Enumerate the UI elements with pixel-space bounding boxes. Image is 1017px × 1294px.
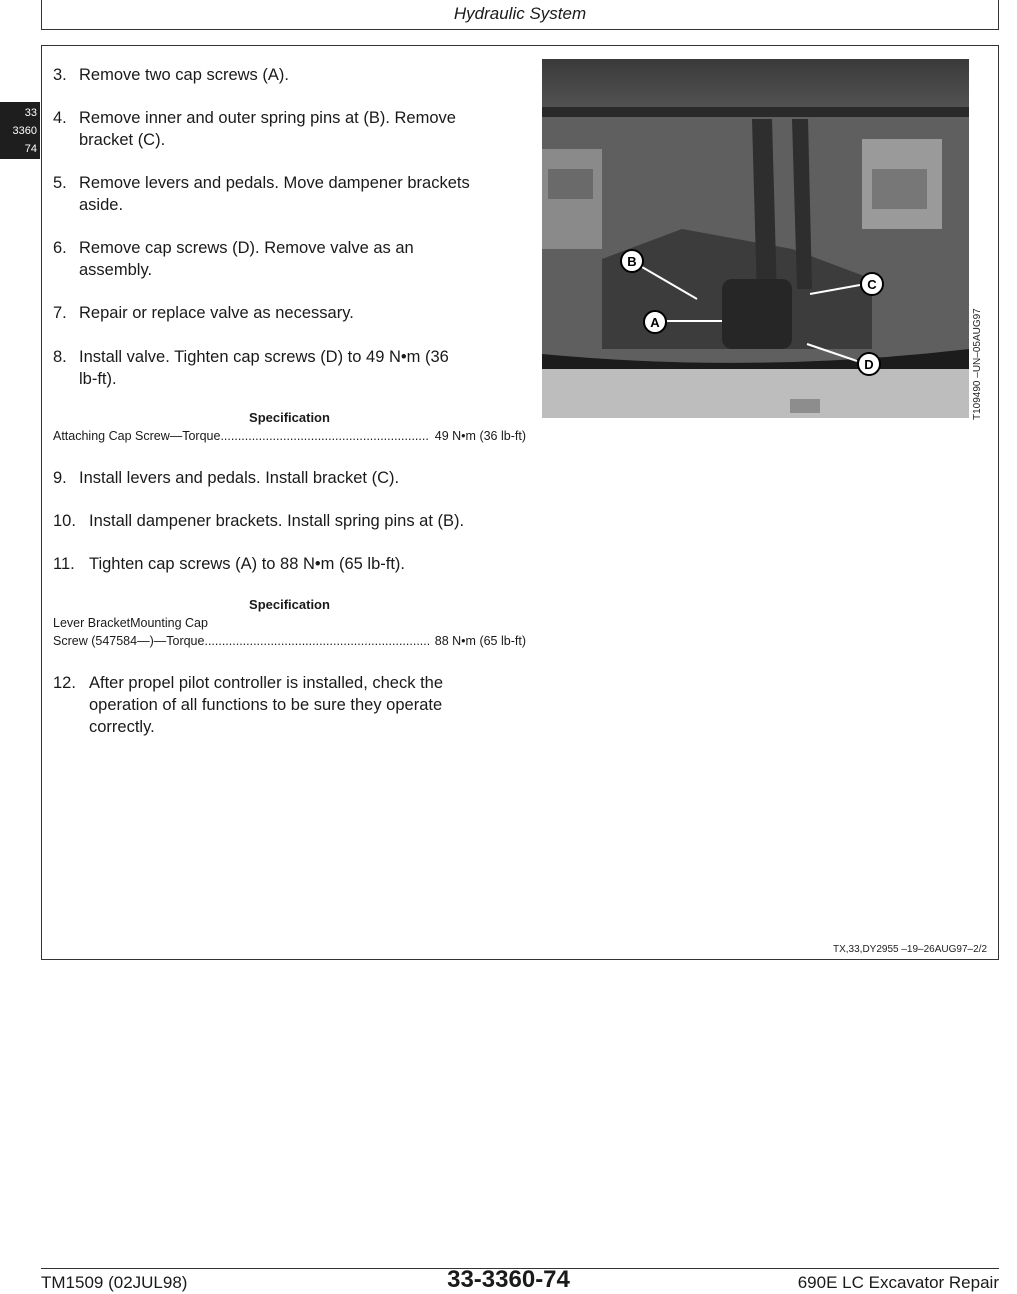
step-text: assembly. (79, 261, 153, 279)
spec-value: 49 N•m (36 lb-ft) (434, 429, 526, 443)
step-text: Install valve. Tighten cap screws (D) to 49 N•m (36 (79, 348, 449, 366)
header-title: Hydraulic System (453, 4, 587, 23)
spec-value: 88 N•m (65 lb-ft) (434, 634, 526, 648)
section-tab-line1: 33 (24, 107, 37, 119)
step-text: Remove cap screws (D). Remove valve as an (79, 239, 414, 257)
valve-photo (542, 59, 969, 418)
step-number: 12. (53, 674, 76, 692)
footer-page-number: 33-3360-74 (447, 1266, 570, 1293)
specification-1 (53, 409, 526, 445)
step-text: lb-ft). (79, 370, 117, 388)
callout-d (858, 353, 880, 375)
step-text: Remove inner and outer spring pins at (B). Remove (79, 109, 456, 127)
spec-label-line: Lever BracketMounting Cap (53, 616, 208, 630)
photo-id-text: T109490 –UN–05AUG97 (972, 308, 983, 420)
spec-leader (204, 632, 428, 650)
step-number: 8. (53, 348, 67, 366)
step-number: 3. (53, 66, 67, 84)
step-number: 11. (53, 555, 75, 573)
callout-c (861, 273, 883, 295)
step-text: bracket (C). (79, 131, 166, 149)
running-header (41, 0, 999, 30)
step-text: Install dampener brackets. Install spring pins at (B). (89, 512, 465, 530)
step-3 (53, 64, 523, 86)
section-tab-line2: 3360 (12, 125, 37, 137)
reference-code: TX,33,DY2955 –19–26AUG97–2/2 (833, 944, 987, 955)
step-9 (53, 467, 523, 489)
step-number: 4. (53, 109, 67, 127)
callout-label: D (864, 357, 874, 372)
step-number: 5. (53, 174, 67, 192)
step-7 (53, 302, 523, 324)
step-text: aside. (79, 196, 124, 214)
step-text: Remove two cap screws (A). (79, 66, 289, 84)
step-5 (53, 172, 523, 216)
callout-label: A (650, 315, 660, 330)
step-text: After propel pilot controller is installed, check the (89, 674, 444, 692)
spec-heading: Specification (249, 597, 330, 612)
section-tab (0, 102, 40, 159)
callout-label: B (627, 254, 637, 269)
spec-row (53, 632, 526, 650)
section-tab-line3: 74 (24, 143, 37, 155)
step-number: 7. (53, 304, 67, 322)
callout-a (644, 311, 666, 333)
footer-machine-title: 690E LC Excavator Repair (797, 1273, 999, 1292)
step-8 (53, 346, 523, 390)
spec-row (53, 427, 526, 445)
spec-label: Screw (547584—)—Torque (53, 634, 205, 648)
step-number: 9. (53, 469, 67, 487)
step-11 (53, 553, 523, 575)
step-text: Install levers and pedals. Install bracket (C). (79, 469, 400, 487)
step-4 (53, 107, 523, 151)
step-number: 6. (53, 239, 67, 257)
step-text: Remove levers and pedals. Move dampener brackets (79, 174, 470, 192)
callout-label: C (867, 277, 877, 292)
step-6 (53, 237, 523, 281)
photo-drawing (542, 59, 969, 418)
step-number: 10. (53, 512, 76, 530)
step-text: operation of all functions to be sure they operate (89, 696, 443, 714)
footer-manual-id: TM1509 (02JUL98) (41, 1273, 188, 1292)
step-text: Repair or replace valve as necessary. (79, 304, 354, 322)
step-12 (53, 672, 523, 738)
spec-heading: Specification (249, 410, 330, 425)
spec-label: Attaching Cap Screw—Torque (53, 429, 221, 443)
spec-leader (220, 427, 428, 445)
step-text: Tighten cap screws (A) to 88 N•m (65 lb-ft). (89, 555, 406, 573)
step-text: correctly. (89, 718, 155, 736)
step-10 (53, 510, 523, 532)
specification-2 (53, 596, 526, 650)
callout-b (621, 250, 643, 272)
